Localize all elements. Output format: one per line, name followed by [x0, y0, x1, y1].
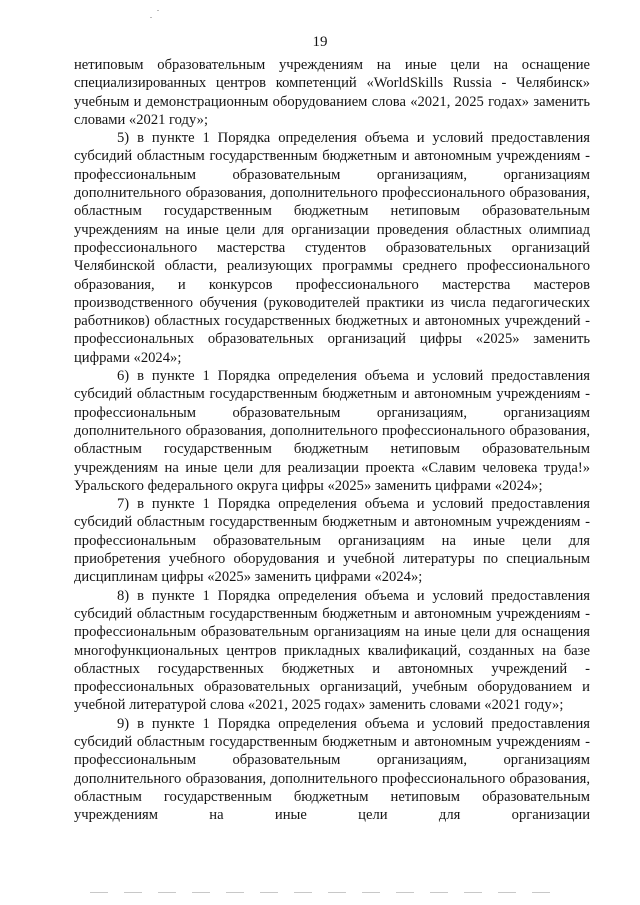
- page-number: 19: [312, 34, 328, 50]
- paragraph-item-8: 8) в пункте 1 Порядка определения объема и условий предоставления субсидий областным государственным бюджетным и автономным учреждениям - профессиональным образовательным организациям на иные цели для оснащения многофункциональных центров прикладных квалификаций, созданных на базе областных государственных бюджетных и автономных учреждений - профессиональных образовательных организаций, учебным оборудованием и учебной литературой слова «2021, 2025 годах» заменить словами «2021 году»;: [74, 587, 590, 714]
- scan-bottom-edge: [90, 892, 560, 893]
- scan-artifact: [157, 10, 159, 11]
- document-body: [74, 56, 590, 824]
- paragraph-continuation: нетиповым образовательным учреждениям на иные цели на оснащение специализированных центров компетенций «WorldSkills Russia - Челябинск» учебным и демонстрационным оборудованием слова «2021, 2025 годах» заменить словами «2021 году»;: [74, 57, 590, 128]
- paragraph-item-7: 7) в пункте 1 Порядка определения объема и условий предоставления субсидий областным государственным бюджетным и автономным учреждениям - профессиональным образовательным организациям на иные цели для приобретения учебного оборудования и учебной литературы по специальным дисциплинам цифры «2025» заменить цифрами «2024»;: [74, 496, 590, 586]
- scan-artifact: [150, 17, 152, 18]
- paragraph-item-9: 9) в пункте 1 Порядка определения объема и условий предоставления субсидий областным государственным бюджетным и автономным учреждениям - профессиональным образовательным организациям, организациям дополнительного образования, дополнительного профессионального образования, областным государственным бюджетным нетиповым образовательным учреждениям на иные цели для организации: [74, 715, 590, 824]
- paragraph-item-6: 6) в пункте 1 Порядка определения объема и условий предоставления субсидий областным государственным бюджетным и автономным учреждениям - профессиональным образовательным организациям, организациям дополнительного образования, дополнительного профессионального образования, областным государственным бюджетным нетиповым образовательным учреждениям на иные цели для реализации проекта «Славим человека труда!» Уральского федерального округа цифры «2025» заменить цифрами «2024»;: [74, 368, 590, 494]
- paragraph-item-5: 5) в пункте 1 Порядка определения объема и условий предоставления субсидий областным государственным бюджетным и автономным учреждениям - профессиональным образовательным организациям, организациям дополнительного образования, дополнительного профессионального образования, областным государственным бюджетным нетиповым образовательным учреждениям на иные цели для организации проведения областных олимпиад профессионального мастерства студентов образовательных организаций Челябинской области, реализующих программы среднего профессионального образования, и конкурсов профессионального мастерства мастеров производственного обучения (руководителей практики из числа педагогических работников) областных государственных бюджетных и автономных учреждений - профессиональных образовательных организаций цифры «2025» заменить цифрами «2024»;: [74, 130, 590, 366]
